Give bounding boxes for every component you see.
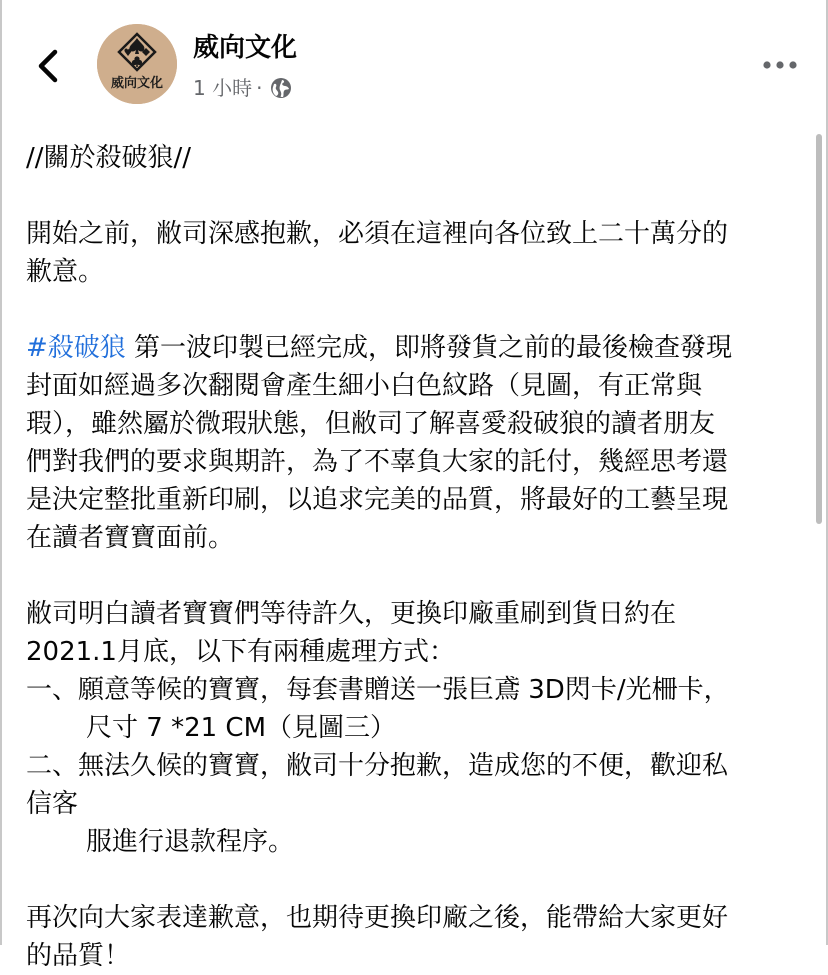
- page-name[interactable]: 威向文化: [193, 33, 298, 63]
- post-text-line: 二、無法久候的寶寶，敝司十分抱歉，造成您的不便，歡迎私: [26, 751, 729, 781]
- more-options-button[interactable]: [758, 50, 802, 80]
- avatar-brand-text: 威向文化: [110, 76, 163, 91]
- post-text-line: 封面如經過多次翻閱會產生細小白色紋路（見圖，有正常與: [26, 371, 703, 401]
- post-text-line: 瑕），雖然屬於微瑕狀態，但敝司了解喜愛殺破狼的讀者朋友: [26, 409, 716, 439]
- page-avatar[interactable]: [97, 24, 177, 104]
- post-text-line: 歉意。: [26, 257, 105, 287]
- post-text-line-indented: 服進行退款程序。: [86, 827, 295, 857]
- blank-line: [26, 557, 816, 595]
- brand-logo-icon: [97, 24, 177, 104]
- meta-separator: ·: [256, 76, 263, 100]
- post-text-line: 是決定整批重新印刷，以追求完美的品質，將最好的工藝呈現: [26, 485, 729, 515]
- post-body: [26, 139, 816, 975]
- post-title: //關於殺破狼//: [26, 143, 192, 173]
- back-button[interactable]: [26, 40, 70, 92]
- globe-icon: [270, 77, 292, 99]
- post-text-segment: 第一波印製已經完成，即將發貨之前的最後檢查發現: [125, 333, 733, 363]
- post-header: [0, 0, 828, 128]
- frame-border-left: [0, 0, 2, 945]
- post-text-line: 敝司明白讀者寶寶們等待許久，更換印廠重刷到貨日約在: [26, 599, 677, 629]
- post-text-line: 2021.1月底，以下有兩種處理方式：: [26, 637, 455, 667]
- post-text-line: 再次向大家表達歉意，也期待更換印廠之後，能帶給大家更好: [26, 903, 729, 933]
- post-text-line: 的品質！: [26, 941, 131, 971]
- post-text-line: 信客: [26, 789, 79, 819]
- blank-line: [26, 177, 816, 215]
- post-meta: [193, 74, 292, 102]
- post-text-line: 開始之前，敝司深感抱歉，必須在這裡向各位致上二十萬分的: [26, 219, 729, 249]
- chevron-left-icon: [36, 48, 60, 84]
- post-text-line: 一、願意等候的寶寶，每套書贈送一張巨鳶 3D閃卡/光柵卡，: [26, 675, 730, 705]
- blank-line: [26, 291, 816, 329]
- hashtag-link[interactable]: #殺破狼: [26, 333, 126, 363]
- post-text-line: [26, 329, 816, 367]
- more-horizontal-icon: [762, 60, 798, 70]
- post-text-line-indented: 尺寸 7 *21 CM（見圖三）: [86, 713, 397, 743]
- post-timestamp[interactable]: 1 小時: [193, 76, 253, 100]
- post-text-line: 在讀者寶寶面前。: [26, 523, 235, 553]
- post-text-line: 們對我們的要求與期許，為了不辜負大家的託付，幾經思考還: [26, 447, 729, 477]
- blank-line: [26, 861, 816, 899]
- scrollbar-thumb[interactable]: [816, 134, 822, 524]
